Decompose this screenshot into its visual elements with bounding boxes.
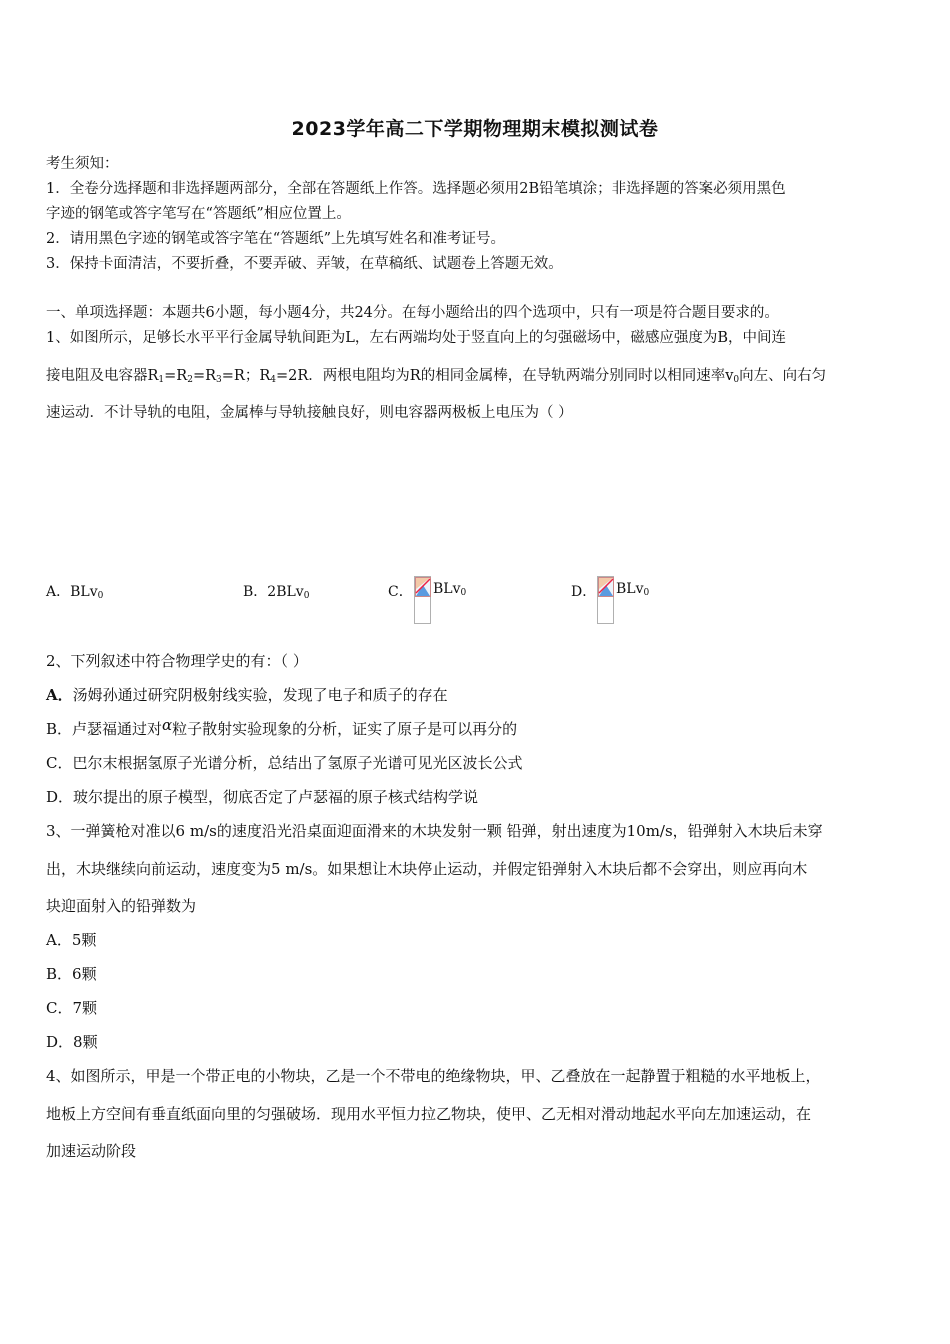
section-heading: 一、单项选择题：本题共6小题，每小题4分，共24分。在每小题给出的四个选项中，只有一项是符合题目要求的。 [46,305,779,321]
q1-option-c[interactable]: C． [388,584,413,600]
q1-option-b[interactable]: B．2BLv$_0$ [243,584,310,601]
q2-option-a[interactable]: A．汤姆孙通过研究阴极射线实验，发现了电子和质子的存在 [46,686,448,704]
broken-image-icon [414,576,431,624]
q1-stem-line: 接电阻及电容器$R_1=R_2=R_3=R$；$R_4=2R$．两根电阻均为R的相同金属棒，在导轨两端分别同时以相同速率$v_0$向左、向右匀 [46,368,827,385]
q1-stem-line: 速运动．不计导轨的电阻，金属棒与导轨接触良好，则电容器两极板上电压为（ ） [46,405,573,421]
q3-option-b[interactable]: B．6颗 [46,965,97,983]
q3-option-c[interactable]: C．7颗 [46,999,98,1017]
q3-stem-line: 块迎面射入的铅弹数为 [46,897,197,915]
page-title: 2023学年高二下学期物理期末模拟测试卷 [291,118,659,140]
q3-option-a[interactable]: A．5颗 [46,931,97,949]
notice-heading: 考生须知： [46,156,119,172]
q4-stem-line: 地板上方空间有垂直纸面向里的匀强破场．现用水平恒力拉乙物块，使甲、乙无相对滑动地起水平向左加速运动，在 [46,1105,812,1123]
notice-item: 3．保持卡面清洁，不要折叠，不要弄破、弄皱，在草稿纸、试题卷上答题无效。 [46,256,563,272]
q4-stem-line: 4、如图所示，甲是一个带正电的小物块，乙是一个不带电的绝缘物块，甲、乙叠放在一起静置于粗糙的水平地板上， [46,1067,821,1085]
q1-stem-line: 1、如图所示，足够长水平平行金属导轨间距为L，左右两端均处于竖直向上的匀强磁场中，磁感应强度为B，中间连 [46,330,787,346]
q3-option-d[interactable]: D．8颗 [46,1033,98,1051]
notice-item: 2．请用黑色字迹的钢笔或答字笔在“答题纸”上先填写姓名和准考证号。 [46,231,506,247]
broken-image-icon [597,576,614,624]
q3-stem-line: 出，木块继续向前运动，速度变为5 m/s。如果想让木块停止运动，并假定铅弹射入木块后都不会穿出，则应再向木 [46,860,808,878]
notice-item: 字迹的钢笔或答字笔写在“答题纸”相应位置上。 [46,206,351,222]
q4-stem-line: 加速运动阶段 [46,1142,137,1160]
q2-option-c[interactable]: C．巴尔末根据氢原子光谱分析，总结出了氢原子光谱可见光区波长公式 [46,754,523,772]
q1-option-a[interactable]: A．BLv$_0$ [46,584,104,601]
q2-option-b[interactable]: B．卢瑟福通过对α粒子散射实验现象的分析，证实了原子是可以再分的 [46,716,518,738]
q2-stem: 2、下列叙述中符合物理学史的有：（ ） [46,652,308,670]
q1-option-d-value: BLv$_0$ [616,581,650,598]
q3-stem-line: 3、一弹簧枪对准以6 m/s的速度沿光沿桌面迎面滑来的木块发射一颗 铅弹，射出速度为10m/s，铅弹射入木块后未穿 [46,822,823,840]
q1-option-c-value: BLv$_0$ [433,581,467,598]
notice-item: 1．全卷分选择题和非选择题两部分，全部在答题纸上作答。选择题必须用2B铅笔填涂；非选择题的答案必须用黑色 [46,181,786,197]
q2-option-d[interactable]: D．玻尔提出的原子模型，彻底否定了卢瑟福的原子核式结构学说 [46,788,479,806]
q1-option-d[interactable]: D． [571,584,597,600]
